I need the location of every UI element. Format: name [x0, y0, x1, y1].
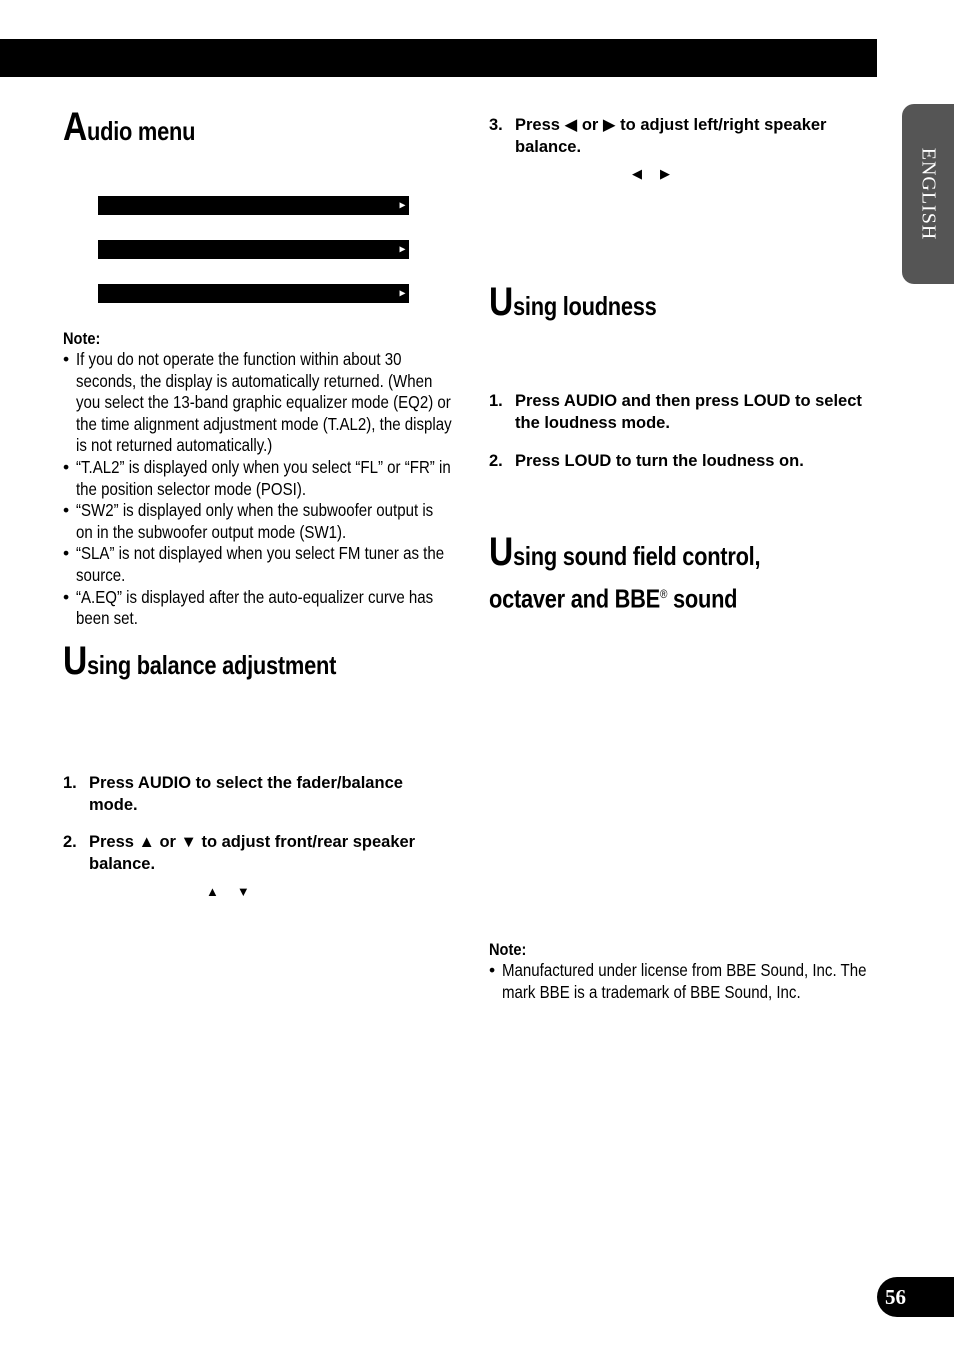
list-item: • “SLA” is not displayed when you select FM tuner as the source. [63, 543, 453, 586]
registered-mark: ® [660, 587, 668, 601]
step-item: 1. Press AUDIO and then press LOUD to select the loudness mode. [489, 392, 862, 432]
list-item: • “SW2” is displayed only when the subwoofer output is on in the subwoofer output mode (SW1). [63, 500, 453, 543]
left-right-arrow-icon: ◀ ▶ [632, 166, 671, 181]
up-down-arrow-icon: ▲ ▼ [206, 884, 250, 899]
heading-sound-field: Using sound field control, [489, 530, 761, 574]
note-list [63, 349, 453, 630]
heading-balance: Using balance adjustment [63, 639, 337, 683]
heading-loudness: Using loudness [489, 280, 657, 324]
heading-sound-field-line2: octaver and BBE® sound [489, 583, 738, 614]
lcd-display-1: F/B LOUD SFC EQ 1 EQ2 ASL ▶ [98, 196, 409, 215]
play-arrow-icon: ▶ [399, 244, 406, 255]
step-item: 3. Press ◀ or ▶ to adjust left/right speaker balance. [489, 116, 827, 156]
note-label: Note: [63, 329, 101, 348]
list-item: • Manufactured under license from BBE Sound, Inc. The mark BBE is a trademark of BBE Sound, Inc. [489, 960, 869, 1003]
lcd-display-3: HPFR SLA A.EQ D.ATT ▶ [98, 284, 409, 303]
page-number: 56 [877, 1277, 954, 1317]
note-label: Note: [489, 940, 527, 959]
play-arrow-icon: ▶ [399, 288, 406, 299]
step-item: 2. Press ▲ or ▼ to adjust front/rear speaker balance. [63, 833, 416, 873]
header-bar [0, 39, 877, 77]
note-list [489, 960, 869, 1003]
step-item: 2. Press LOUD to turn the loudness on. [489, 452, 804, 470]
list-item: • “A.EQ” is displayed after the auto-equalizer curve has been set. [63, 587, 453, 630]
language-tab-label: ENGLISH [917, 147, 940, 241]
list-item: • “T.AL2” is displayed only when you select “FL” or “FR” in the position selector mode (POSI). [63, 457, 453, 500]
step-item: 1. Press AUDIO to select the fader/balance mode. [63, 774, 403, 814]
heading-audio-menu: Audio menu [63, 105, 196, 149]
play-arrow-icon: ▶ [399, 200, 406, 211]
language-tab [902, 104, 954, 284]
list-item: • If you do not operate the function within about 30 seconds, the display is automatically returned. (When you select the 13-band graphic equalizer mode (EQ2) or the time alignment adjustment mode (T.AL2), the display is not returned automatically.) [63, 349, 453, 457]
lcd-display-2: POSI T.AL1 T.AL2 SW1 SW2 HPFF ▶ [98, 240, 409, 259]
